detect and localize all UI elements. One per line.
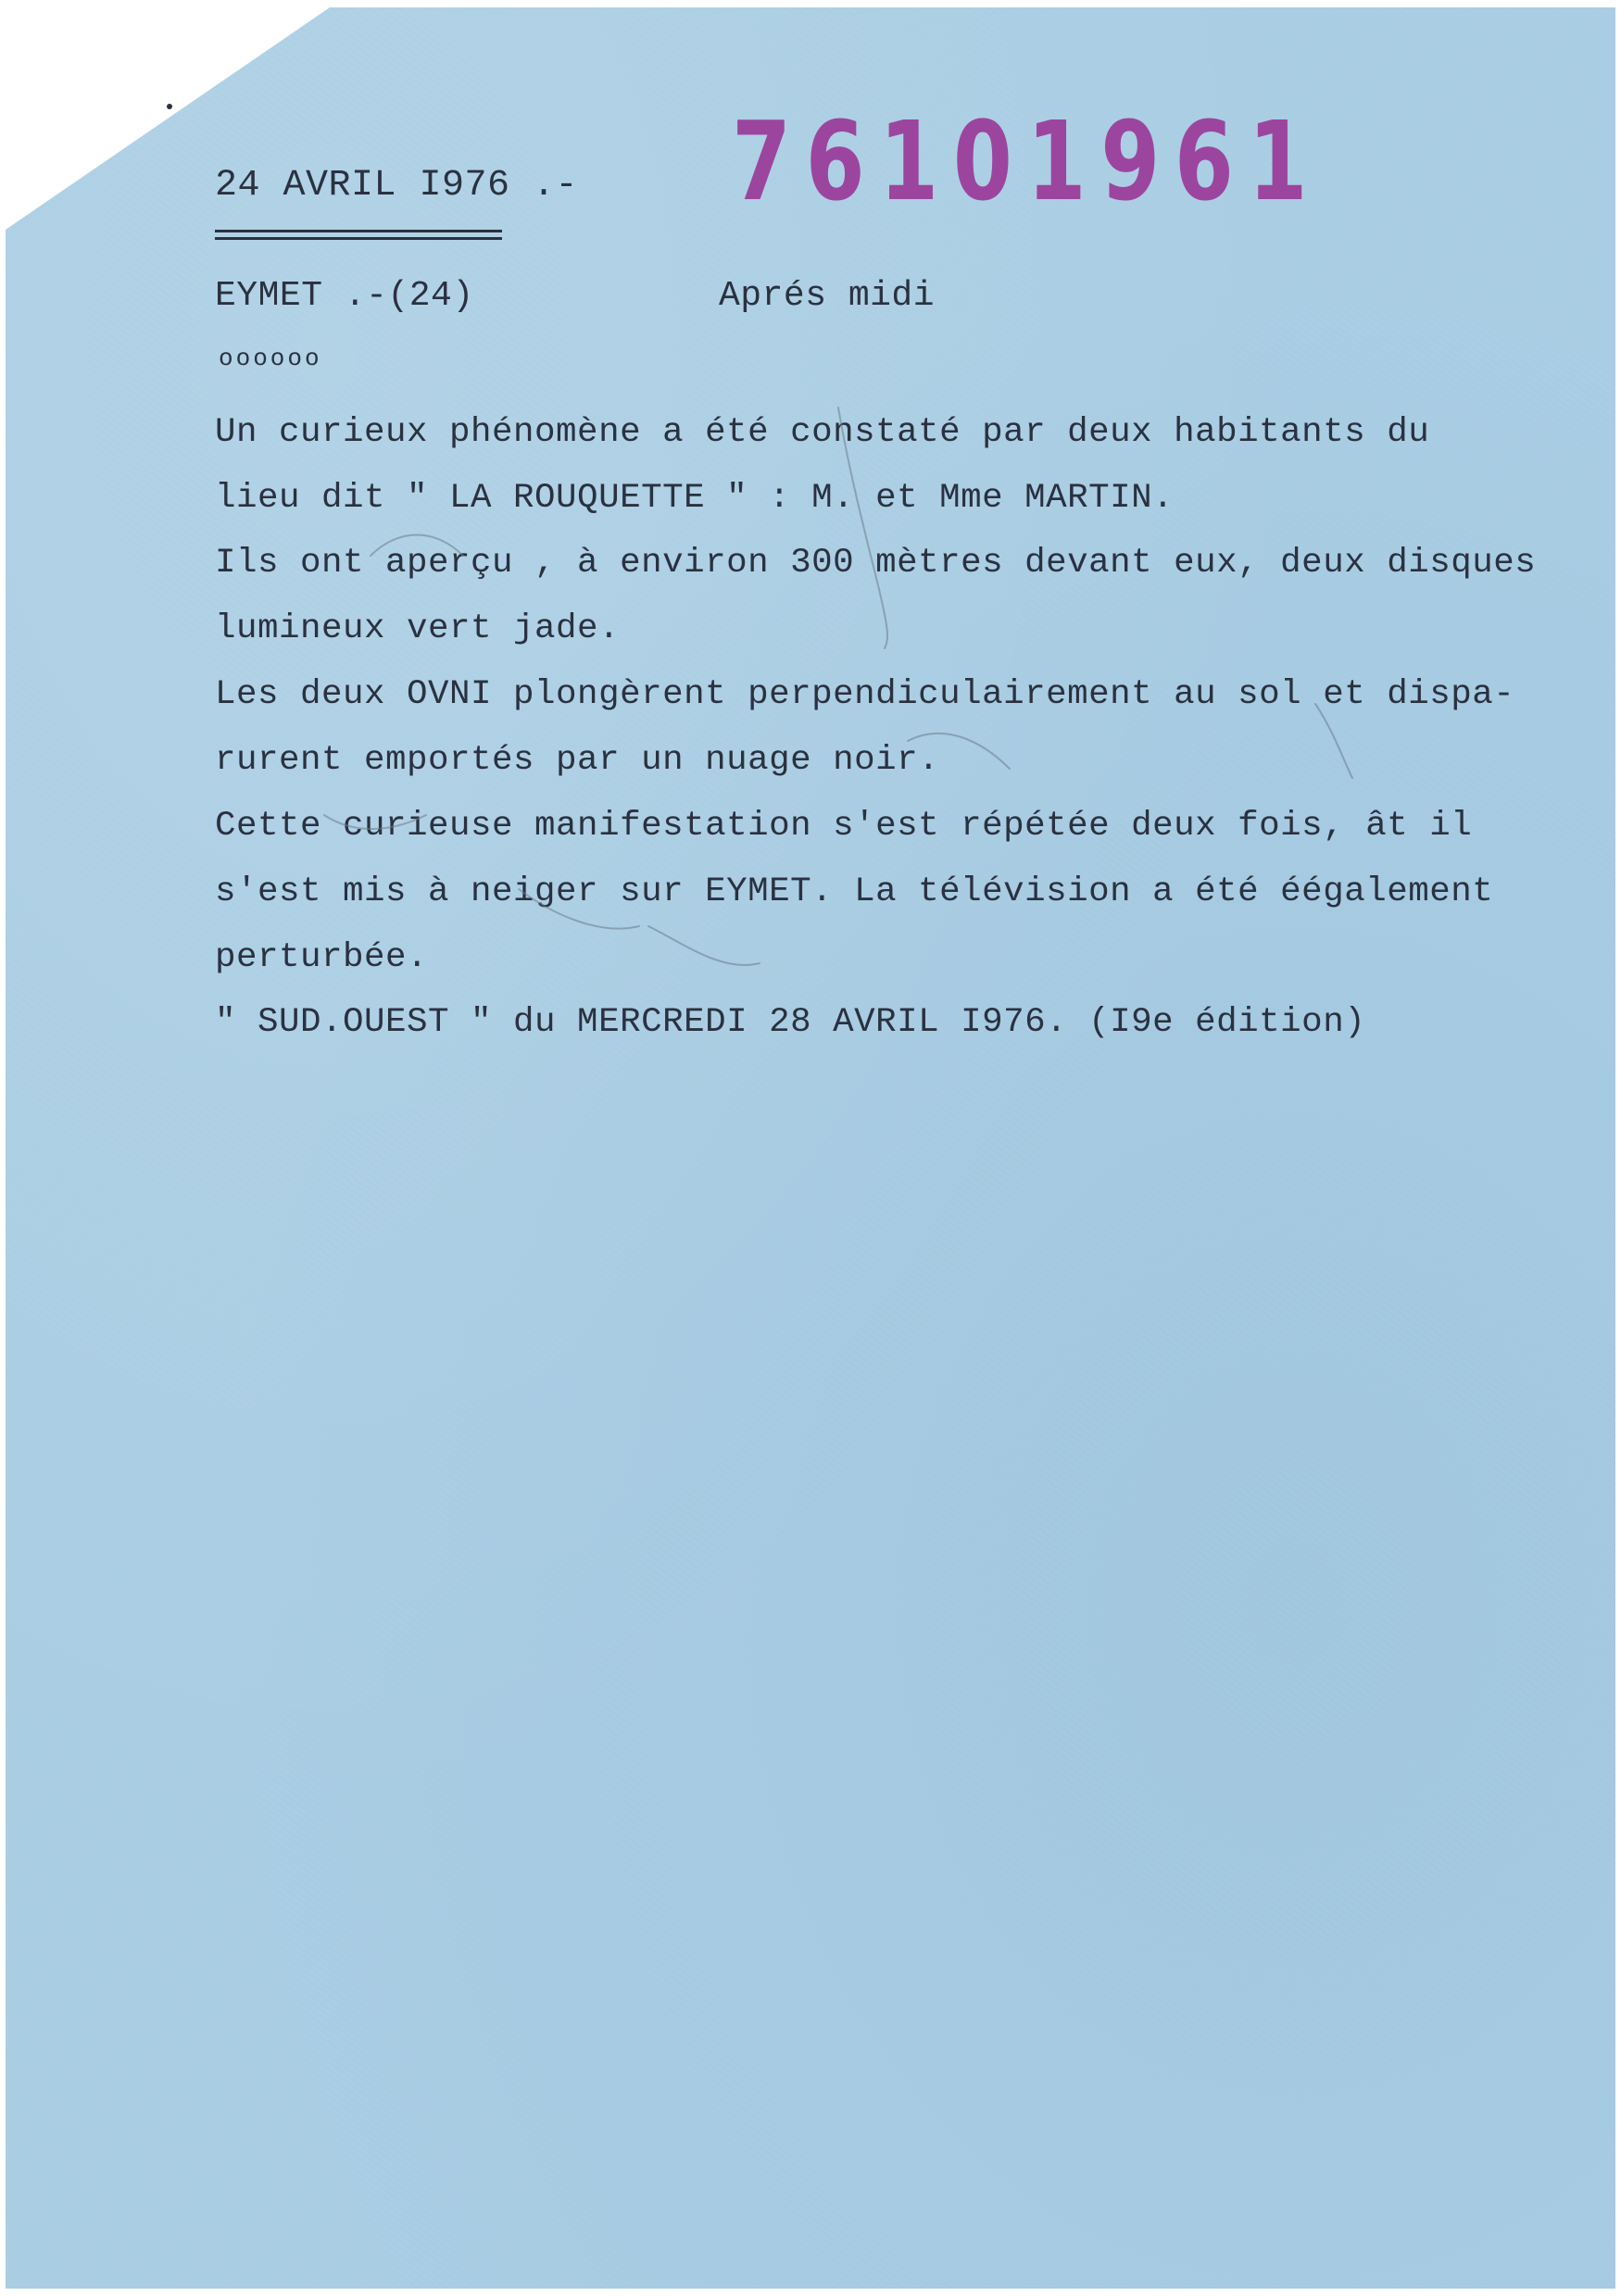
- ink-speck: [167, 104, 172, 109]
- report-time-of-day: Aprés midi: [719, 276, 936, 316]
- body-line-3: Ils ont aperçu , à environ 300 mètres devant eux, deux disques: [215, 544, 1537, 583]
- body-line-6: rurent emportés par un nuage noir.: [215, 741, 940, 780]
- report-place: EYMET .-(24): [215, 276, 474, 316]
- date-underline-top: [215, 230, 502, 232]
- separator-circles: oooooo: [219, 345, 322, 372]
- body-line-1: Un curieux phénomène a été constaté par deux habitants du: [215, 413, 1430, 452]
- body-line-2: lieu dit " LA ROUQUETTE " : M. et Mme MARTIN.: [215, 479, 1175, 518]
- record-number-stamp: 76101961: [732, 97, 1323, 225]
- body-line-7: Cette curieuse manifestation s'est répétée deux fois, ât il: [215, 807, 1473, 846]
- body-line-8: s'est mis à neiger sur EYMET. La télévision a été éégalement: [215, 872, 1494, 911]
- body-line-9: perturbée.: [215, 938, 429, 977]
- source-citation: " SUD.OUEST " du MERCREDI 28 AVRIL I976. (I9e édition): [215, 1003, 1366, 1042]
- date-underline-bottom: [215, 237, 502, 240]
- report-date: 24 AVRIL I976 .-: [215, 165, 579, 207]
- body-line-5: Les deux OVNI plongèrent perpendiculairement au sol et dispa-: [215, 675, 1515, 714]
- body-line-4: lumineux vert jade.: [215, 609, 621, 648]
